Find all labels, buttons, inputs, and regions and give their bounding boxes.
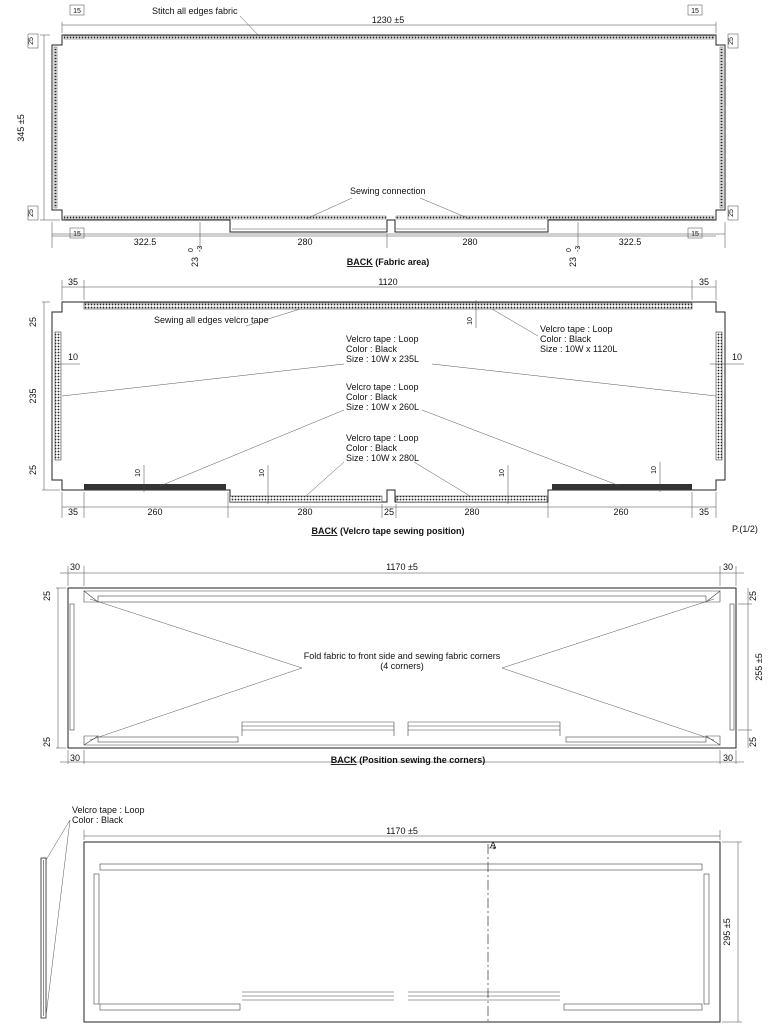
s1-bottom-dim-left: 322.5 <box>133 237 157 247</box>
s1-height-dim: 345 ±5 <box>16 114 26 142</box>
s2-label-tape-bottom-inner <box>346 433 419 463</box>
s1-bottom-dim-inner-left: 280 <box>297 237 313 247</box>
front-panel <box>84 842 720 1022</box>
section-mark-a: A <box>490 840 497 850</box>
s4-height-dim: 295 ±5 <box>722 918 732 946</box>
svg-text:Size : 10W x 235L: Size : 10W x 235L <box>346 354 420 364</box>
svg-text:10: 10 <box>651 466 658 474</box>
s1-title: BACK (Fabric area) <box>346 257 430 267</box>
svg-text:35: 35 <box>67 277 79 287</box>
svg-text:25: 25 <box>42 736 52 748</box>
svg-text:30: 30 <box>69 753 81 763</box>
s4-width-dim: 1170 ±5 <box>386 826 418 836</box>
svg-text:25: 25 <box>728 209 735 217</box>
stitch-left <box>54 47 57 208</box>
s2-height-dim: 235 <box>28 388 38 404</box>
s3-title: BACK (Position sewing the corners) <box>330 755 486 765</box>
svg-text:35: 35 <box>67 507 79 517</box>
svg-text:Velcro tape : Loop: Velcro tape : Loop <box>346 334 419 344</box>
svg-text:35: 35 <box>698 277 710 287</box>
s3-note-fold-1: Fold fabric to front side and sewing fabric corners <box>303 651 501 661</box>
svg-text:23: 23 <box>568 256 578 268</box>
s1-corner-dim-tl: 15 <box>73 8 81 15</box>
svg-text:10: 10 <box>68 352 79 362</box>
velcro-bottom-inner-left <box>230 496 382 502</box>
svg-text:25: 25 <box>728 37 735 45</box>
svg-text:Velcro tape : Loop: Velcro tape : Loop <box>346 382 419 392</box>
svg-text:Size : 10W x 260L: Size : 10W x 260L <box>346 402 420 412</box>
svg-text:10: 10 <box>259 469 266 477</box>
svg-text:280: 280 <box>297 507 313 517</box>
s1-bottom-dim-right: 322.5 <box>618 237 642 247</box>
s1-bottom-dim-inner-right: 280 <box>462 237 478 247</box>
s2-note-top: Sewing all edges velcro tape <box>154 315 269 325</box>
svg-text:10: 10 <box>732 352 743 362</box>
svg-text:Velcro tape : Loop: Velcro tape : Loop <box>540 324 613 334</box>
svg-text:15: 15 <box>691 231 699 238</box>
velcro-right <box>716 332 722 460</box>
velcro-bottom-right <box>552 484 692 490</box>
svg-text:Color : Black: Color : Black <box>540 334 592 344</box>
fabric-outline <box>52 35 725 232</box>
svg-text:Size : 10W x 280L: Size : 10W x 280L <box>346 453 420 463</box>
svg-text:30: 30 <box>722 753 734 763</box>
svg-text:-3: -3 <box>575 245 582 252</box>
svg-text:25: 25 <box>383 507 395 517</box>
section-corner-sewing <box>42 562 764 765</box>
section-velcro-position <box>28 277 758 536</box>
s1-corner-dim-tr: 15 <box>691 8 699 15</box>
velcro-bottom-inner-right <box>396 496 547 502</box>
velcro-bottom-left <box>84 484 226 490</box>
s4-note-tape-1: Velcro tape : Loop <box>72 805 145 815</box>
stitch-bottom-left <box>64 216 386 219</box>
svg-text:25: 25 <box>28 209 35 217</box>
svg-text:25: 25 <box>748 590 758 602</box>
s2-label-tape-bottom-outer <box>346 382 419 412</box>
stitch-bottom-right <box>396 216 714 219</box>
svg-text:Velcro tape : Loop: Velcro tape : Loop <box>346 433 419 443</box>
s3-width-dim: 1170 ±5 <box>386 562 418 572</box>
svg-text:0: 0 <box>566 248 573 252</box>
svg-text:15: 15 <box>73 231 81 238</box>
svg-text:30: 30 <box>69 562 81 572</box>
page-ref: P.(1/2) <box>732 524 758 534</box>
svg-text:25: 25 <box>748 736 758 748</box>
section-front-view <box>41 805 742 1024</box>
svg-text:280: 280 <box>464 507 480 517</box>
section-fabric-area <box>16 5 738 267</box>
s2-label-tape-top <box>540 324 617 354</box>
svg-text:23: 23 <box>190 256 200 268</box>
s2-label-tape-side <box>346 334 419 364</box>
s1-note-seam: Sewing connection <box>350 186 426 196</box>
svg-text:Size : 10W x 1120L: Size : 10W x 1120L <box>540 344 618 354</box>
svg-text:0: 0 <box>188 248 195 252</box>
svg-text:35: 35 <box>698 507 710 517</box>
s3-height-dim: 255 ±5 <box>754 653 764 681</box>
s1-width-dim: 1230 ±5 <box>371 15 405 25</box>
stitch-right <box>720 47 723 208</box>
svg-text:-3: -3 <box>197 245 204 252</box>
svg-text:25: 25 <box>28 37 35 45</box>
velcro-left <box>55 332 61 460</box>
svg-text:10: 10 <box>135 469 142 477</box>
svg-text:30: 30 <box>722 562 734 572</box>
svg-text:Color : Black: Color : Black <box>346 344 398 354</box>
s2-width-dim: 1120 <box>378 277 398 287</box>
svg-text:Color : Black: Color : Black <box>346 443 398 453</box>
svg-text:10: 10 <box>467 317 474 325</box>
s2-title: BACK (Velcro tape sewing position) <box>311 526 465 536</box>
stitch-top <box>64 36 714 39</box>
svg-text:25: 25 <box>42 590 52 602</box>
svg-text:260: 260 <box>613 507 629 517</box>
s1-note-top: Stitch all edges fabric <box>152 6 238 16</box>
s3-note-fold-2: (4 corners) <box>380 661 424 671</box>
svg-text:260: 260 <box>147 507 163 517</box>
velcro-top <box>84 303 692 309</box>
s4-note-tape-2: Color : Black <box>72 815 124 825</box>
svg-text:Color : Black: Color : Black <box>346 392 398 402</box>
svg-text:25: 25 <box>28 316 38 328</box>
svg-text:10: 10 <box>499 469 506 477</box>
svg-text:25: 25 <box>28 464 38 476</box>
